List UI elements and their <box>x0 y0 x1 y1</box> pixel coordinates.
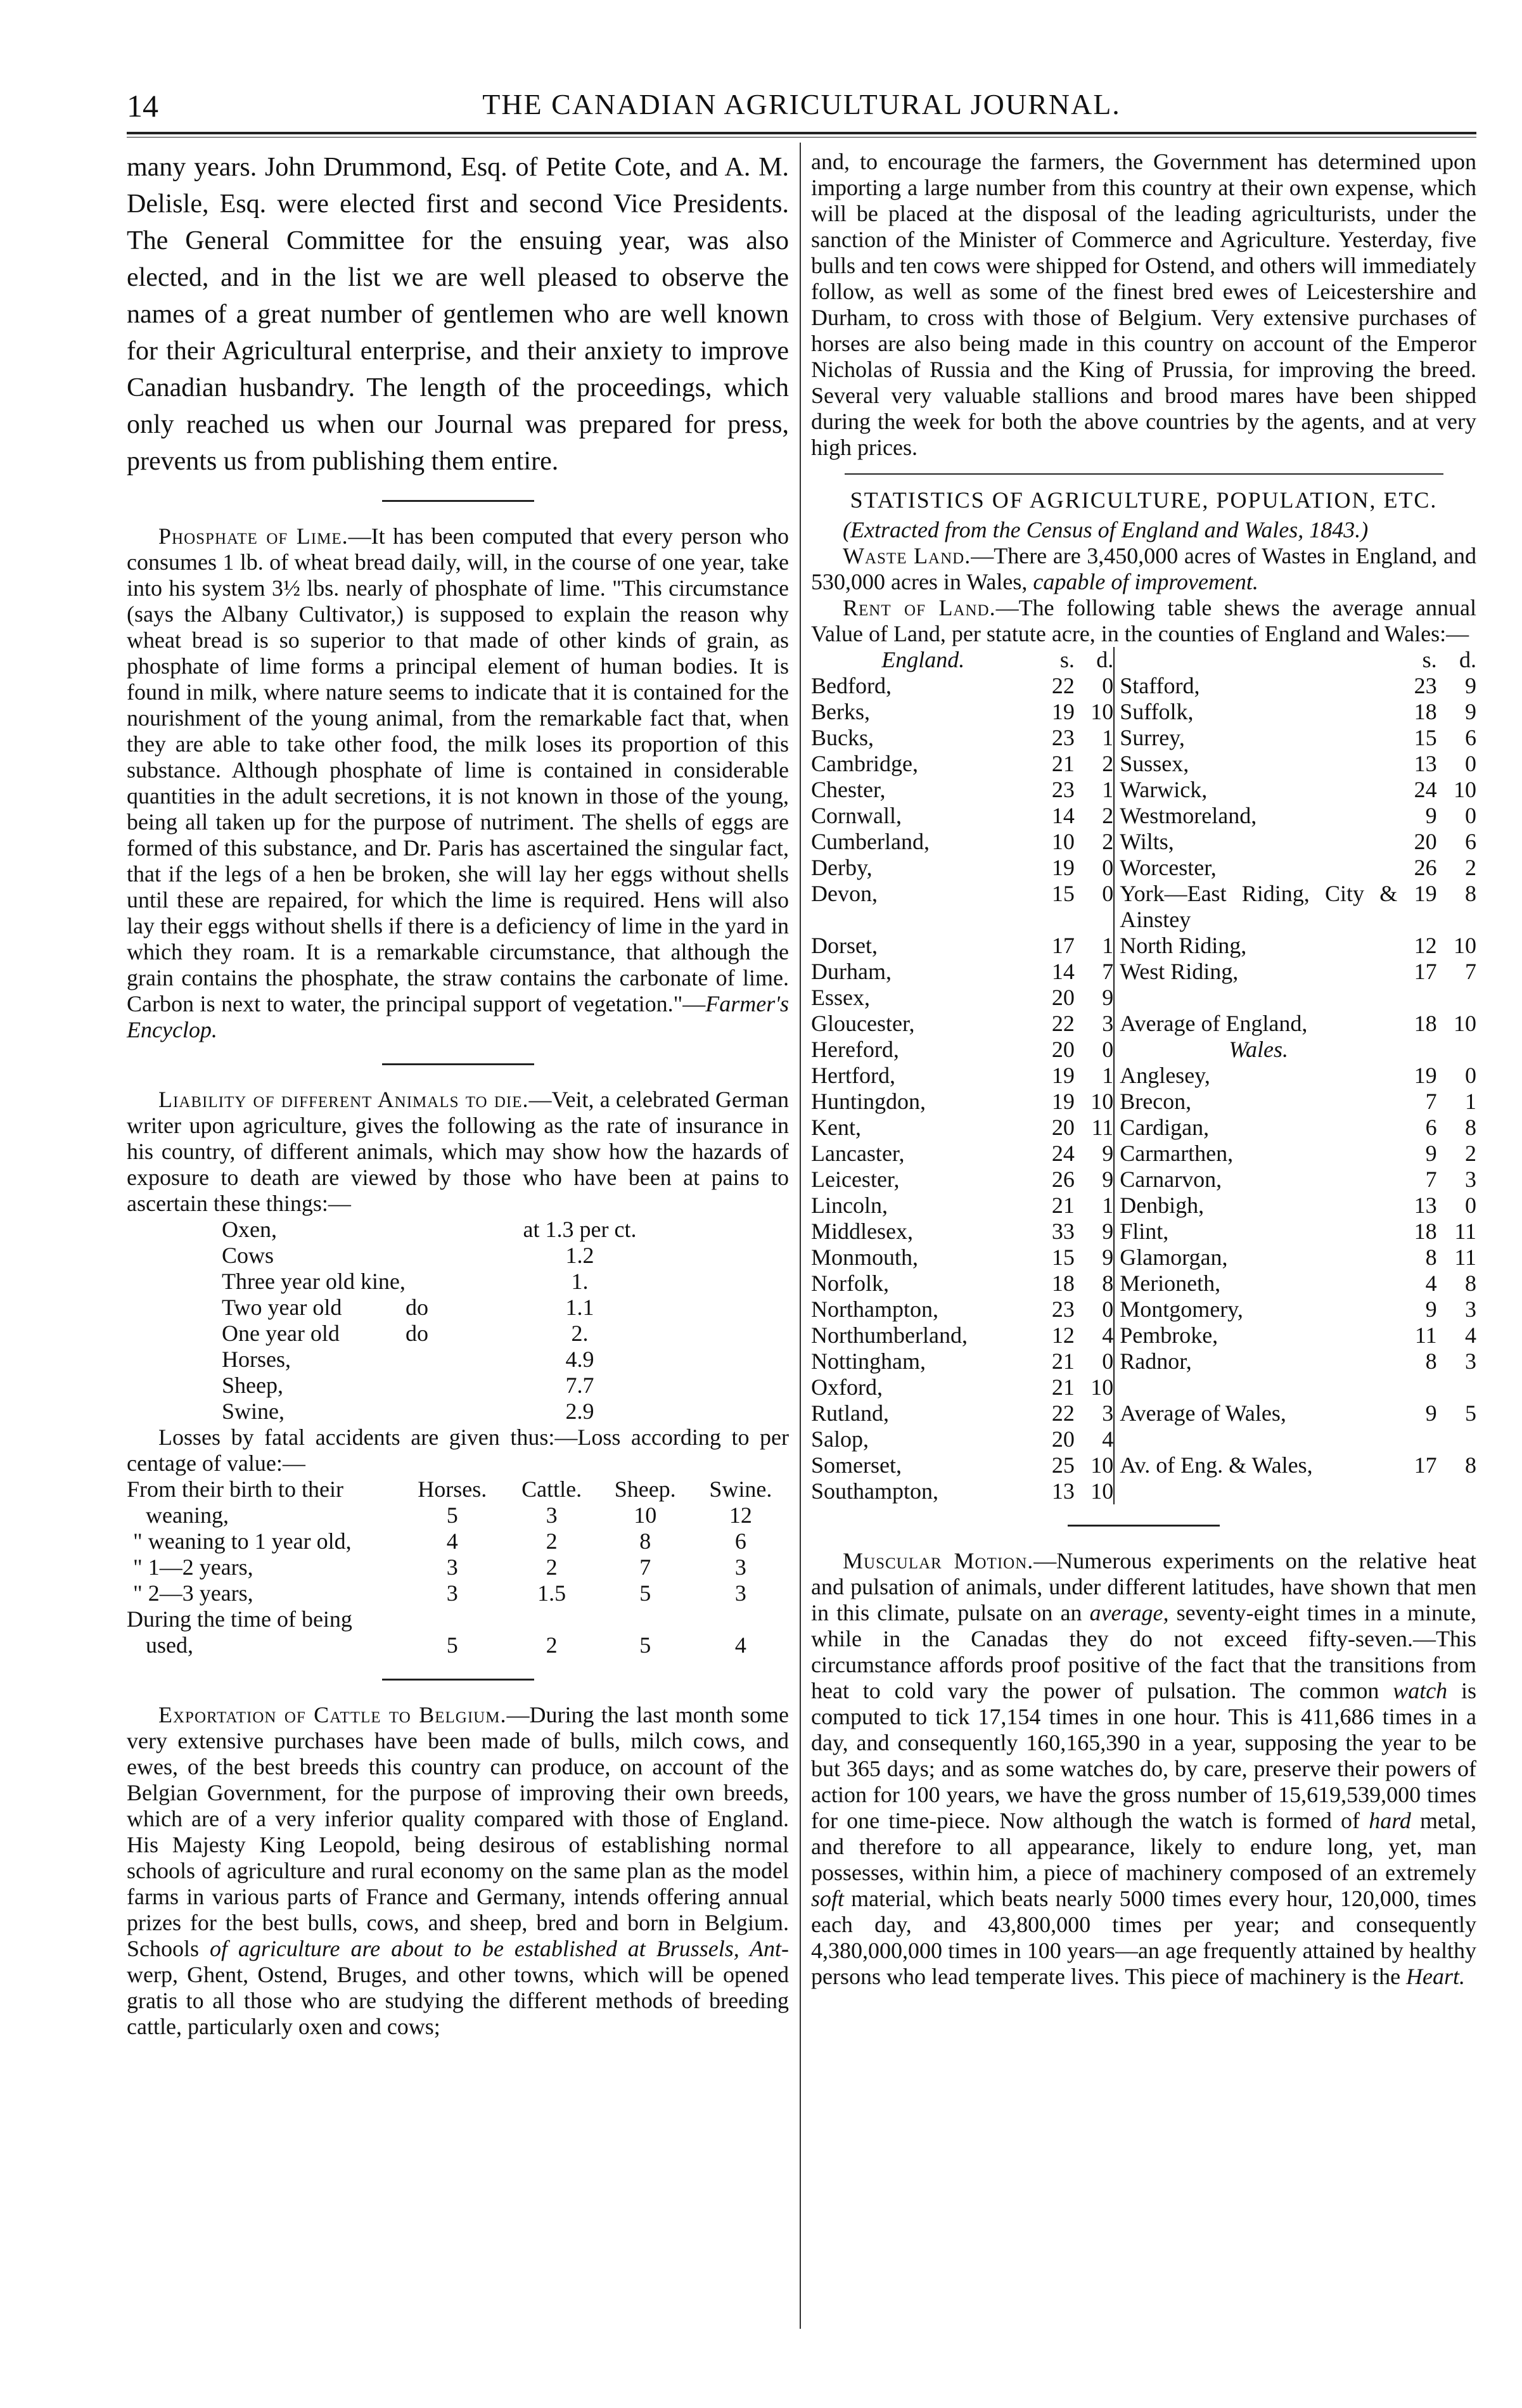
pence: 3 <box>1465 1167 1476 1192</box>
county-name: Bucks, <box>811 725 874 750</box>
shillings: 15 <box>1051 881 1075 906</box>
pence: 10 <box>1454 777 1476 802</box>
table-row: Horses, 4.9 <box>222 1347 594 1372</box>
shillings: 10 <box>1051 829 1075 854</box>
pence: 7 <box>1465 959 1476 984</box>
table-header-row: From their birth to their Horses. Cattle. Sheep. Swine. <box>127 1476 772 1502</box>
right-column <box>811 149 1476 1990</box>
waste-italic: capable of improvement. <box>1033 569 1258 594</box>
column-header: d. <box>1096 647 1114 672</box>
running-title: THE CANADIAN AGRICULTURAL JOURNAL. <box>482 88 1121 120</box>
pence: 8 <box>1465 1452 1476 1478</box>
pence: 9 <box>1465 699 1476 724</box>
page-number: 14 <box>127 88 158 124</box>
shillings: 13 <box>1414 751 1437 776</box>
table-row: Two year old do 1.1 <box>222 1295 594 1320</box>
pence: 1 <box>1102 725 1114 750</box>
empty-cell <box>1437 1426 1476 1452</box>
county-name: Average of England, <box>1114 1011 1397 1037</box>
losses-intro: Losses by fatal accidents are given thus:—Loss according to per centage of value:— <box>127 1425 789 1476</box>
pence: 11 <box>1454 1219 1476 1244</box>
pence: 2 <box>1102 751 1114 776</box>
waste-body: —There are 3,450,000 acres of Wastes in England, and 530,000 acres in Wales, <box>811 543 1476 594</box>
table-row <box>811 959 1476 985</box>
table-row: During the time of being <box>127 1606 352 1632</box>
pence: 9 <box>1102 1245 1114 1270</box>
table-row <box>811 933 1476 959</box>
empty-cell <box>1114 1478 1397 1504</box>
shillings: 21 <box>1051 1374 1075 1400</box>
intro-paragraph: many years. John Drummond, Esq. of Petite Cote, and A. M. Delisle, Esq. were elected first and second Vice Presidents. The General Committee for the ensuing year, was also elected, and in the list we are well pleased to observe the names of a great number of gentlemen who are well known for their Agricultural enterprise, and their anxiety to improve Canadian husbandry. The length of the proceedings, which only reached us when our Journal was prepared for press, prevents us from publishing them entire. <box>127 153 789 476</box>
county-name: Huntingdon, <box>811 1089 926 1114</box>
shillings: 4 <box>1425 1271 1437 1296</box>
pence: 8 <box>1465 881 1476 906</box>
county-name: Av. of Eng. & Wales, <box>1114 1452 1397 1478</box>
county-name: Lincoln, <box>811 1193 888 1218</box>
pence: 2 <box>1465 1141 1476 1166</box>
shillings: 23 <box>1051 777 1075 802</box>
pence: 10 <box>1090 1374 1114 1400</box>
shillings: 9 <box>1425 1297 1437 1322</box>
muscular-body: is computed to tick 17,154 times in one hour. This is 411,686 times in a day, and consequently 160,165,390 in a year, supposing the year to be but 365 days; and as some watches do, by care, preserve their powers of action for 100 years, we have the gross number of 15,619,539,000 times for one time-piece. Now although the watch is formed of <box>811 1678 1477 1833</box>
table-row <box>811 1245 1476 1271</box>
shillings: 21 <box>1051 751 1075 776</box>
county-name: Monmouth, <box>811 1245 919 1270</box>
table-row <box>811 1348 1476 1374</box>
shillings: 21 <box>1051 1193 1075 1218</box>
phosphate-article <box>127 523 789 1043</box>
shillings: 20 <box>1051 1115 1075 1140</box>
table-row <box>811 1478 1476 1504</box>
section-rule <box>382 1063 534 1065</box>
pence: 3 <box>1465 1297 1476 1322</box>
column-header: d. <box>1459 647 1476 672</box>
table-row: Swine, 2.9 <box>222 1399 594 1424</box>
pence: 0 <box>1102 881 1114 906</box>
table-row: used, 5 2 5 4 <box>146 1632 746 1658</box>
statistics-heading: STATISTICS OF AGRICULTURE, POPULATION, ETC. <box>850 487 1438 513</box>
pence: 8 <box>1465 1115 1476 1140</box>
county-name: Cardigan, <box>1114 1115 1397 1141</box>
pence: 7 <box>1102 959 1114 984</box>
table-row <box>811 1089 1476 1115</box>
export-article <box>127 1702 789 2040</box>
county-name: Norfolk, <box>811 1271 889 1296</box>
table-row <box>811 1271 1476 1297</box>
county-name: Devon, <box>811 881 878 906</box>
empty-cell <box>1114 1374 1397 1400</box>
empty-cell <box>1397 1478 1436 1504</box>
shillings: 13 <box>1414 1193 1437 1218</box>
waste-title: Waste Land. <box>843 543 971 568</box>
table-row <box>811 1297 1476 1322</box>
pence: 0 <box>1465 751 1476 776</box>
muscular-body: seventy-eight times in a minute, while in the Canadas they do not exceed fifty-seven.—This circumstance affords proof positive of the fact that the transitions from heat to cold vary the power of pulsation. The common <box>811 1600 1476 1703</box>
liability-body: —Veit, a celebrated German writer upon agriculture, gives the following as the rate of insurance in his country, of different animals, which may show how the hazards of exposure to death are viewed by those who have been at pains to ascertain these things:— <box>127 1087 789 1216</box>
muscular-article <box>811 1548 1476 1990</box>
county-name: Wilts, <box>1114 829 1397 855</box>
county-name: Rutland, <box>811 1400 889 1426</box>
column-header: s. <box>1059 647 1075 672</box>
shillings: 19 <box>1414 881 1437 906</box>
table-row <box>811 1400 1476 1426</box>
pence: 1 <box>1102 1063 1114 1088</box>
shillings: 26 <box>1051 1167 1075 1192</box>
pence: 4 <box>1102 1322 1114 1348</box>
pence: 4 <box>1102 1426 1114 1452</box>
rent-body: —The following table shews the average annual Value of Land, per statute acre, in the counties of England and Wales:— <box>811 595 1477 646</box>
fatal-losses-table <box>127 1476 789 1658</box>
pence: 9 <box>1102 1141 1114 1166</box>
county-name: Flint, <box>1114 1219 1397 1245</box>
table-row: " weaning to 1 year old, 4 2 8 6 <box>133 1528 746 1554</box>
shillings: 11 <box>1414 1322 1437 1348</box>
rent-title: Rent of Land. <box>843 595 996 620</box>
table-row <box>811 1219 1476 1245</box>
county-name: Essex, <box>811 985 870 1010</box>
shillings: 14 <box>1051 803 1075 828</box>
pence: 11 <box>1454 1245 1476 1270</box>
county-name: Oxford, <box>811 1374 883 1400</box>
pence: 8 <box>1102 1271 1114 1296</box>
rent-article <box>811 595 1476 647</box>
statistics-subheading: (Extracted from the Census of England and Wales, 1843.) <box>843 517 1369 542</box>
muscular-italic: soft <box>811 1886 845 1911</box>
table-row <box>811 1374 1476 1400</box>
shillings: 33 <box>1051 1219 1075 1244</box>
county-name: Merioneth, <box>1114 1271 1397 1297</box>
pence: 10 <box>1090 1452 1114 1478</box>
export-italic: of agriculture are about to be established at Brussels, Ant- <box>209 1936 789 1961</box>
empty-cell <box>1437 1374 1476 1400</box>
shillings: 7 <box>1425 1167 1437 1192</box>
shillings: 22 <box>1051 1011 1075 1036</box>
column-header: s. <box>1422 647 1437 672</box>
table-row <box>811 1115 1476 1141</box>
section-rule <box>845 473 1443 475</box>
county-name: Denbigh, <box>1114 1193 1397 1219</box>
pence: 9 <box>1102 985 1114 1010</box>
pence: 2 <box>1102 803 1114 828</box>
shillings: 24 <box>1414 777 1437 802</box>
shillings: 19 <box>1051 855 1075 880</box>
empty-cell <box>1397 1374 1436 1400</box>
county-name: North Riding, <box>1114 933 1397 959</box>
shillings: 20 <box>1414 829 1437 854</box>
county-name: Gloucester, <box>811 1011 915 1036</box>
muscular-body: material, which beats nearly 5000 times every hour, 120,000, times each day, and 43,800,000 times per year; and consequently 4,380,000,000 times in 100 years—an age frequently attained by healthy persons who lead temperate lives. This piece of machinery is the <box>811 1886 1476 1989</box>
shillings: 23 <box>1414 673 1437 698</box>
muscular-italic: average, <box>1089 1600 1169 1625</box>
table-row: Oxen, at 1.3 per ct. <box>222 1217 637 1242</box>
pence: 6 <box>1465 829 1476 854</box>
pence: 10 <box>1090 1478 1114 1504</box>
county-name: Salop, <box>811 1426 869 1452</box>
table-row: Three year old kine, 1. <box>222 1269 589 1294</box>
empty-cell <box>1397 1037 1436 1063</box>
pence: 10 <box>1454 933 1476 958</box>
pence: 0 <box>1465 1193 1476 1218</box>
shillings: 19 <box>1051 699 1075 724</box>
county-name: Leicester, <box>811 1167 900 1192</box>
pence: 0 <box>1465 803 1476 828</box>
empty-cell <box>1397 1426 1436 1452</box>
table-row <box>811 673 1476 699</box>
table-row <box>811 1141 1476 1167</box>
county-name: York—East Riding, City & Ainstey <box>1114 881 1397 933</box>
empty-cell <box>1114 647 1397 673</box>
county-name: Cambridge, <box>811 751 918 776</box>
county-name: Hertford, <box>811 1063 895 1088</box>
muscular-body: —Numerous experiments on the relative heat and pulsation of animals, under different latitudes, have shown that men in this climate, pulsate on an <box>811 1548 1476 1625</box>
empty-cell <box>1437 1037 1476 1063</box>
county-name: Warwick, <box>1114 777 1397 803</box>
pence: 0 <box>1102 1037 1114 1062</box>
section-rule <box>382 500 534 502</box>
county-name: Stafford, <box>1114 673 1397 699</box>
county-name: Westmoreland, <box>1114 803 1397 829</box>
table-row <box>811 829 1476 855</box>
shillings: 18 <box>1414 1011 1437 1036</box>
county-name: Cornwall, <box>811 803 902 828</box>
table-row <box>811 725 1476 751</box>
county-name: Cumberland, <box>811 829 930 854</box>
empty-cell <box>1437 985 1476 1011</box>
pence: 1 <box>1465 1089 1476 1114</box>
table-row <box>811 881 1476 933</box>
export-continuation: and, to encourage the farmers, the Government has determined upon importing a large number from this country at their own expense, which will be placed at the disposal of the leading agriculturists, under the sanction of the Minister of Commerce and Agriculture. Yesterday, five bulls and ten cows were shipped for Ostend, and others will immediately follow, as well as some of the finest bred ewes of Leicestershire and Durham, to cross with those of Belgium. Very extensive purchases of horses are also being made in this country on account of the Emperor Nicholas of Russia and the King of Prussia, for improving the breed. Several very valuable stallions and brood mares have been shipped during the week for both the above countries by the agents, and at very high prices. <box>811 149 1476 460</box>
county-name: West Riding, <box>1114 959 1397 985</box>
shillings: 19 <box>1051 1063 1075 1088</box>
county-name: Radnor, <box>1114 1348 1397 1374</box>
table-row <box>811 647 1476 673</box>
pence: 2 <box>1465 855 1476 880</box>
pence: 9 <box>1102 1219 1114 1244</box>
phosphate-body: —It has been computed that every person who consumes 1 lb. of wheat bread daily, will, in the course of one year, take into his system 3½ lbs. nearly of phosphate of lime. "This circumstance (says the Albany Cultivator,) is supposed to explain the reason why wheat bread is so superior to that made of other kinds of grain, as phosphate of lime forms a principal element of human bodies. It is found in milk, where nature seems to indicate that it is contained for the nourishment of the young animal, from the remarkable fact that, when they are able to take other food, the milk loses its proportion of this substance. Although phosphate of lime is contained in considerable quantities in the adult secretions, it is not known in those of the young, being all taken up for the purpose of nutriment. The shells of eggs are formed of this substance, and Dr. Paris has ascertained the singular fact, that if the legs of a hen be broken, she will lay her eggs without shells until these are repaired, for which the lime is required. Hens will also lay their eggs without shells if there is a deficiency of lime in the yard in which they roam. It is a remarkable circumstance, that although the grain contains the phosphate, the straw contains the carbonate of lime. Carbon is next to water, the principal support of vegetation."— <box>127 523 789 1016</box>
shillings: 17 <box>1051 933 1075 958</box>
column-divider <box>800 143 801 2329</box>
pence: 10 <box>1090 699 1114 724</box>
table-row <box>811 1193 1476 1219</box>
muscular-italic: watch <box>1393 1678 1448 1703</box>
county-name: Northampton, <box>811 1297 938 1322</box>
waste-land-article <box>811 543 1476 595</box>
county-name: Average of Wales, <box>1114 1400 1397 1426</box>
county-name: Nottingham, <box>811 1348 926 1374</box>
table-row: " 1—2 years, 3 2 7 3 <box>133 1554 746 1580</box>
county-name: Anglesey, <box>1114 1063 1397 1089</box>
county-name: Lancaster, <box>811 1141 905 1166</box>
shillings: 23 <box>1051 1297 1075 1322</box>
county-name: Hereford, <box>811 1037 899 1062</box>
insurance-rate-table <box>222 1217 678 1425</box>
table-row <box>811 1322 1476 1348</box>
pence: 2 <box>1102 829 1114 854</box>
pence: 3 <box>1102 1011 1114 1036</box>
shillings: 20 <box>1051 1037 1075 1062</box>
county-name: Carmarthen, <box>1114 1141 1397 1167</box>
county-name: Suffolk, <box>1114 699 1397 725</box>
liability-title: Liability of different Animals to die. <box>158 1087 529 1112</box>
muscular-body: metal, and therefore to all appearance, likely to endure long, yet, man possesses, within him, a piece of machinery composed of an extremely <box>811 1808 1476 1885</box>
shillings: 9 <box>1425 1400 1437 1426</box>
pence: 4 <box>1465 1322 1476 1348</box>
shillings: 24 <box>1051 1141 1075 1166</box>
shillings: 19 <box>1051 1089 1075 1114</box>
empty-cell <box>1114 1426 1397 1452</box>
muscular-italic: Heart. <box>1406 1964 1466 1989</box>
pence: 6 <box>1465 725 1476 750</box>
column-header: England. <box>881 647 965 672</box>
header-rule-thin <box>127 137 1476 138</box>
shillings: 15 <box>1051 1245 1075 1270</box>
pence: 10 <box>1090 1089 1114 1114</box>
county-name: Glamorgan, <box>1114 1245 1397 1271</box>
pence: 0 <box>1102 1297 1114 1322</box>
county-name: Chester, <box>811 777 886 802</box>
table-row <box>811 1063 1476 1089</box>
county-name: Somerset, <box>811 1452 902 1478</box>
shillings: 9 <box>1425 803 1437 828</box>
shillings: 19 <box>1414 1063 1437 1088</box>
section-rule <box>1068 1525 1220 1527</box>
region-label: Wales. <box>1114 1037 1397 1063</box>
rent-table <box>811 647 1476 1504</box>
shillings: 7 <box>1425 1089 1437 1114</box>
shillings: 15 <box>1414 725 1437 750</box>
table-row: weaning, 5 3 10 12 <box>146 1502 752 1528</box>
county-name: Montgomery, <box>1114 1297 1397 1322</box>
shillings: 18 <box>1414 1219 1437 1244</box>
shillings: 17 <box>1414 959 1437 984</box>
pence: 11 <box>1091 1115 1114 1140</box>
empty-cell <box>1437 1478 1476 1504</box>
muscular-italic: hard <box>1369 1808 1411 1833</box>
liability-article <box>127 1087 789 1217</box>
shillings: 13 <box>1051 1478 1075 1504</box>
shillings: 23 <box>1051 725 1075 750</box>
shillings: 18 <box>1051 1271 1075 1296</box>
shillings: 22 <box>1051 1400 1075 1426</box>
county-name: Bedford, <box>811 673 892 698</box>
shillings: 17 <box>1414 1452 1437 1478</box>
shillings: 22 <box>1051 673 1075 698</box>
table-row: Cows 1.2 <box>222 1243 594 1268</box>
county-name: Carnarvon, <box>1114 1167 1397 1193</box>
phosphate-source: Farmer's Encyclop. <box>127 991 789 1042</box>
pence: 1 <box>1102 933 1114 958</box>
shillings: 18 <box>1414 699 1437 724</box>
empty-cell <box>1114 985 1397 1011</box>
page-header <box>127 87 1476 127</box>
pence: 5 <box>1465 1400 1476 1426</box>
pence: 1 <box>1102 777 1114 802</box>
shillings: 8 <box>1425 1245 1437 1270</box>
county-name: Middlesex, <box>811 1219 913 1244</box>
table-row: Sheep, 7.7 <box>222 1373 594 1398</box>
county-name: Sussex, <box>1114 751 1397 777</box>
table-row <box>811 699 1476 725</box>
table-row <box>811 1037 1476 1063</box>
shillings: 12 <box>1414 933 1437 958</box>
county-name: Surrey, <box>1114 725 1397 751</box>
left-column <box>127 149 789 2040</box>
table-row <box>811 1452 1476 1478</box>
county-name: Durham, <box>811 959 892 984</box>
shillings: 26 <box>1414 855 1437 880</box>
county-name: Pembroke, <box>1114 1322 1397 1348</box>
table-row <box>811 751 1476 777</box>
table-row <box>811 777 1476 803</box>
shillings: 21 <box>1051 1348 1075 1374</box>
table-row: One year old do 2. <box>222 1321 589 1346</box>
export-body-end: werp, Ghent, Ostend, Bruges, and other towns, which will be opened gratis to all those who are studying the different methods of breeding cattle, particularly oxen and cows; <box>127 1962 789 2039</box>
shillings: 9 <box>1425 1141 1437 1166</box>
muscular-title: Muscular Motion. <box>843 1548 1034 1573</box>
pence: 0 <box>1102 855 1114 880</box>
pence: 0 <box>1102 673 1114 698</box>
shillings: 20 <box>1051 985 1075 1010</box>
table-row <box>811 1426 1476 1452</box>
phosphate-title: Phosphate of Lime. <box>158 523 349 549</box>
county-name: Brecon, <box>1114 1089 1397 1115</box>
shillings: 12 <box>1051 1322 1075 1348</box>
county-name: Kent, <box>811 1115 861 1140</box>
county-name: Berks, <box>811 699 870 724</box>
table-row <box>811 803 1476 829</box>
empty-cell <box>1397 985 1436 1011</box>
county-name: Worcester, <box>1114 855 1397 881</box>
pence: 3 <box>1465 1348 1476 1374</box>
section-rule <box>382 1679 534 1681</box>
pence: 0 <box>1102 1348 1114 1374</box>
shillings: 25 <box>1051 1452 1075 1478</box>
pence: 8 <box>1465 1271 1476 1296</box>
table-row <box>811 985 1476 1011</box>
county-name: Northumberland, <box>811 1322 968 1348</box>
table-row <box>811 1011 1476 1037</box>
pence: 9 <box>1102 1167 1114 1192</box>
shillings: 14 <box>1051 959 1075 984</box>
table-row: " 2—3 years, 3 1.5 5 3 <box>133 1580 746 1606</box>
pence: 0 <box>1465 1063 1476 1088</box>
export-body: —During the last month some very extensive purchases have been made of bulls, milch cows, and ewes, of the best breeds this country can produce, on account of the Belgian Government, for the purpose of improving their own breeds, which are of a very inferior quality compared with those of England. His Majesty King Leopold, being desirous of establishing normal schools of agriculture and rural economy on the same plan as the model farms in various parts of France and Germany, intends offering annual prizes for the best bulls, cows, and sheep, bred and born in Belgium. Schools <box>127 1702 789 1961</box>
table-row <box>811 855 1476 881</box>
county-name: Southampton, <box>811 1478 939 1504</box>
county-name: Derby, <box>811 855 873 880</box>
pence: 10 <box>1454 1011 1476 1036</box>
county-name: Dorset, <box>811 933 878 958</box>
export-title: Exportation of Cattle to Belgium. <box>158 1702 507 1727</box>
shillings: 20 <box>1051 1426 1075 1452</box>
shillings: 6 <box>1425 1115 1437 1140</box>
header-rule <box>127 132 1476 134</box>
table-row <box>811 1167 1476 1193</box>
pence: 1 <box>1102 1193 1114 1218</box>
shillings: 8 <box>1425 1348 1437 1374</box>
pence: 3 <box>1102 1400 1114 1426</box>
pence: 9 <box>1465 673 1476 698</box>
